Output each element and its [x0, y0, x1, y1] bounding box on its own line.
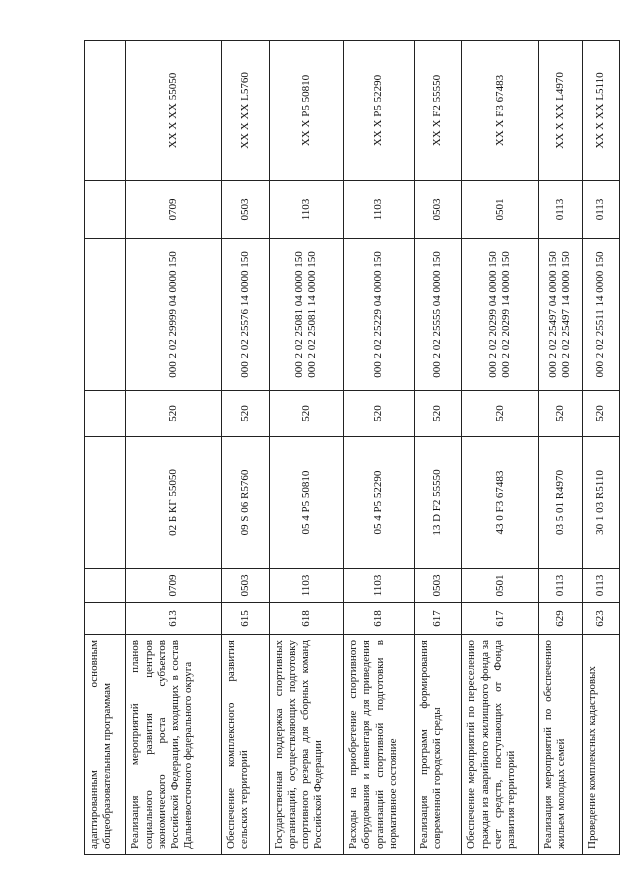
- expense-type-cell: 520: [462, 391, 539, 437]
- target-article-cell: 43 0 F3 67483: [462, 437, 539, 569]
- revenue-code-line: 000 2 02 25497 04 0000 150: [547, 251, 560, 378]
- recipient-code-cell: XX X P5 52290: [344, 41, 415, 181]
- recipient-section-cell: 0709: [126, 181, 221, 239]
- expense-type-cell: 520: [126, 391, 221, 437]
- revenue-code-line: 000 2 02 25081 14 0000 150: [306, 251, 319, 378]
- row-name-cell: адаптированным основным общеобразовательным программам: [85, 635, 126, 855]
- table-row: [126, 41, 221, 855]
- table-body: [85, 41, 620, 855]
- section-code-cell: 0503: [221, 569, 269, 603]
- target-article-cell: 09 S 06 R5760: [221, 437, 269, 569]
- revenue-code-cell: [126, 239, 221, 391]
- recipient-code-cell: XX X XX L5760: [221, 41, 269, 181]
- row-name-cell: Государственная поддержка спортивных организаций, осуществляющих подготовку спортивного резерва для сборных команд Российской Федерации: [269, 635, 344, 855]
- row-name-cell: Обеспечение комплексного развития сельских территорий: [221, 635, 269, 855]
- table-row: [414, 41, 462, 855]
- recipient-code-cell: XX X F2 55550: [414, 41, 462, 181]
- revenue-code-cell: [85, 239, 126, 391]
- table-row: [539, 41, 583, 855]
- revenue-code-line: 000 2 02 25555 04 0000 150: [431, 251, 444, 378]
- admin-code-cell: 615: [221, 603, 269, 635]
- rotated-table-container: [84, 41, 620, 855]
- recipient-code-cell: XX X P5 50810: [269, 41, 344, 181]
- admin-code-cell: 618: [269, 603, 344, 635]
- budget-classification-table: [84, 40, 620, 855]
- revenue-code-cell: [344, 239, 415, 391]
- table-row: [85, 41, 126, 855]
- section-code-cell: 0501: [462, 569, 539, 603]
- target-article-cell: 02 Б КГ 55050: [126, 437, 221, 569]
- admin-code-cell: 617: [462, 603, 539, 635]
- expense-type-cell: 520: [344, 391, 415, 437]
- table-row: [462, 41, 539, 855]
- table-row: [221, 41, 269, 855]
- target-article-cell: 13 D F2 55550: [414, 437, 462, 569]
- row-name-cell: Реализация программ формирования современной городской среды: [414, 635, 462, 855]
- admin-code-cell: 623: [582, 603, 619, 635]
- recipient-section-cell: 0503: [221, 181, 269, 239]
- row-name-cell: Реализация мероприятий по обеспечению жильем молодых семей: [539, 635, 583, 855]
- target-article-cell: 30 1 03 R5110: [582, 437, 619, 569]
- recipient-code-cell: XX X XX 55050: [126, 41, 221, 181]
- expense-type-cell: 520: [414, 391, 462, 437]
- recipient-code-cell: XX X F3 67483: [462, 41, 539, 181]
- row-name-cell: Проведение комплексных кадастровых: [582, 635, 619, 855]
- admin-code-cell: 618: [344, 603, 415, 635]
- expense-type-cell: 520: [221, 391, 269, 437]
- target-article-cell: 05 4 P5 50810: [269, 437, 344, 569]
- revenue-code-cell: [462, 239, 539, 391]
- revenue-code-line: 000 2 02 25511 14 0000 150: [594, 251, 607, 378]
- revenue-code-cell: [582, 239, 619, 391]
- expense-type-cell: 520: [582, 391, 619, 437]
- target-article-cell: [85, 437, 126, 569]
- row-name-cell: Расходы на приобретение спортивного оборудования и инвентаря для приведения организаций спортивной подготовки в нормативное состояние: [344, 635, 415, 855]
- recipient-section-cell: 1103: [269, 181, 344, 239]
- admin-code-cell: 617: [414, 603, 462, 635]
- recipient-section-cell: 0501: [462, 181, 539, 239]
- recipient-section-cell: 0503: [414, 181, 462, 239]
- admin-code-cell: [85, 603, 126, 635]
- recipient-code-cell: XX X XX L4970: [539, 41, 583, 181]
- revenue-code-line: 000 2 02 25229 04 0000 150: [372, 251, 385, 378]
- section-code-cell: 0709: [126, 569, 221, 603]
- revenue-code-cell: [414, 239, 462, 391]
- expense-type-cell: 520: [269, 391, 344, 437]
- revenue-code-line: 000 2 02 20299 14 0000 150: [500, 251, 513, 378]
- recipient-section-cell: [85, 181, 126, 239]
- revenue-code-cell: [221, 239, 269, 391]
- table-row: [269, 41, 344, 855]
- section-code-cell: 1103: [269, 569, 344, 603]
- table-row: [344, 41, 415, 855]
- revenue-code-line: 000 2 02 25576 14 0000 150: [238, 251, 251, 378]
- section-code-cell: 0503: [414, 569, 462, 603]
- expense-type-cell: 520: [539, 391, 583, 437]
- recipient-code-cell: [85, 41, 126, 181]
- revenue-code-line: 000 2 02 25081 04 0000 150: [293, 251, 306, 378]
- section-code-cell: 1103: [344, 569, 415, 603]
- target-article-cell: 03 5 01 R4970: [539, 437, 583, 569]
- revenue-code-cell: [269, 239, 344, 391]
- admin-code-cell: 629: [539, 603, 583, 635]
- recipient-code-cell: XX X XX L5110: [582, 41, 619, 181]
- admin-code-cell: 613: [126, 603, 221, 635]
- recipient-section-cell: 0113: [539, 181, 583, 239]
- recipient-section-cell: 0113: [582, 181, 619, 239]
- expense-type-cell: [85, 391, 126, 437]
- section-code-cell: [85, 569, 126, 603]
- row-name-cell: Реализация мероприятий планов социального развития центров экономического роста субъектов Российской Федерации, входящих в состав Дальневосточного федерального округа: [126, 635, 221, 855]
- revenue-code-line: 000 2 02 20299 04 0000 150: [487, 251, 500, 378]
- revenue-code-line: 000 2 02 29999 04 0000 150: [167, 251, 180, 378]
- revenue-code-cell: [539, 239, 583, 391]
- target-article-cell: 05 4 P5 52290: [344, 437, 415, 569]
- section-code-cell: 0113: [582, 569, 619, 603]
- recipient-section-cell: 1103: [344, 181, 415, 239]
- section-code-cell: 0113: [539, 569, 583, 603]
- table-row: [582, 41, 619, 855]
- revenue-code-line: 000 2 02 25497 14 0000 150: [560, 251, 573, 378]
- row-name-cell: Обеспечение мероприятий по переселению граждан из аварийного жилищного фонда за счет средств, поступающих от Фонда развития территорий: [462, 635, 539, 855]
